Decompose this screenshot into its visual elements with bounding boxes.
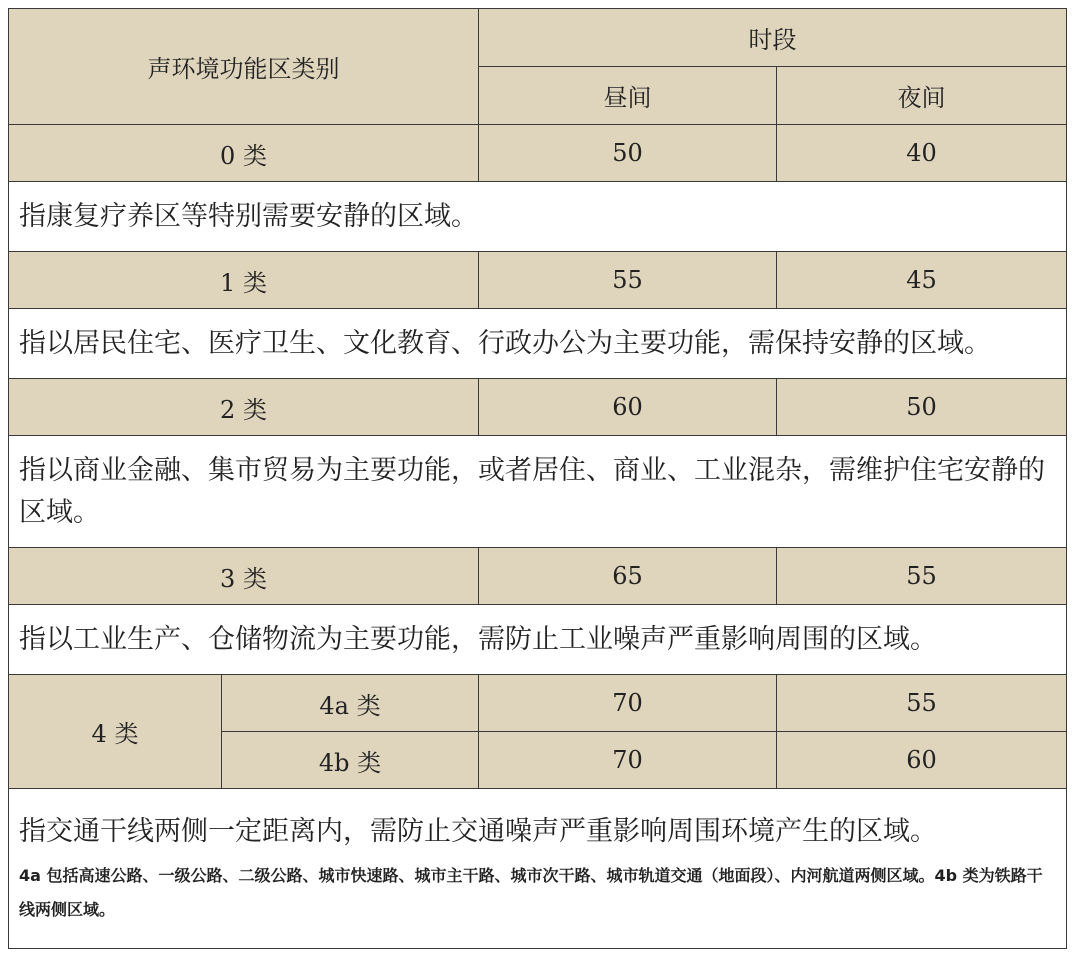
header-period: 时段: [479, 9, 1067, 67]
class4a-label: 4a 类: [222, 675, 479, 732]
class4a-night: 55: [777, 675, 1067, 732]
header-day: 昼间: [479, 67, 777, 125]
class3-description: 指以工业生产、仓储物流为主要功能，需防止工业噪声严重影响周围的区域。: [9, 605, 1067, 675]
class4-description: 指交通干线两侧一定距离内，需防止交通噪声严重影响周围环境产生的区域。: [19, 815, 937, 847]
class3-night: 55: [777, 548, 1067, 605]
class4b-label: 4b 类: [222, 732, 479, 789]
class2-label: 2 类: [9, 379, 479, 436]
class0-night: 40: [777, 125, 1067, 182]
class2-description: 指以商业金融、集市贸易为主要功能，或者居住、商业、工业混杂，需维护住宅安静的区域。: [9, 436, 1067, 548]
class0-day: 50: [479, 125, 777, 182]
class4-note: 4a 包括高速公路、一级公路、二级公路、城市快速路、城市主干路、城市次干路、城市轨道交通（地面段）、内河航道两侧区域。4b 类为铁路干线两侧区域。: [19, 865, 1043, 919]
class1-label: 1 类: [9, 252, 479, 309]
class4-label: 4 类: [9, 675, 222, 789]
noise-standard-table-wrapper: [8, 8, 1066, 949]
class4-description-cell: [9, 789, 1067, 949]
class2-night: 50: [777, 379, 1067, 436]
class2-day: 60: [479, 379, 777, 436]
class1-description: 指以居民住宅、医疗卫生、文化教育、行政办公为主要功能，需保持安静的区域。: [9, 309, 1067, 379]
class3-day: 65: [479, 548, 777, 605]
class0-label: 0 类: [9, 125, 479, 182]
header-night: 夜间: [777, 67, 1067, 125]
class1-night: 45: [777, 252, 1067, 309]
class1-day: 55: [479, 252, 777, 309]
class4b-day: 70: [479, 732, 777, 789]
class0-description: 指康复疗养区等特别需要安静的区域。: [9, 182, 1067, 252]
class4b-night: 60: [777, 732, 1067, 789]
noise-standard-table: [8, 8, 1067, 949]
header-category: 声环境功能区类别: [9, 9, 479, 125]
class4a-day: 70: [479, 675, 777, 732]
class3-label: 3 类: [9, 548, 479, 605]
